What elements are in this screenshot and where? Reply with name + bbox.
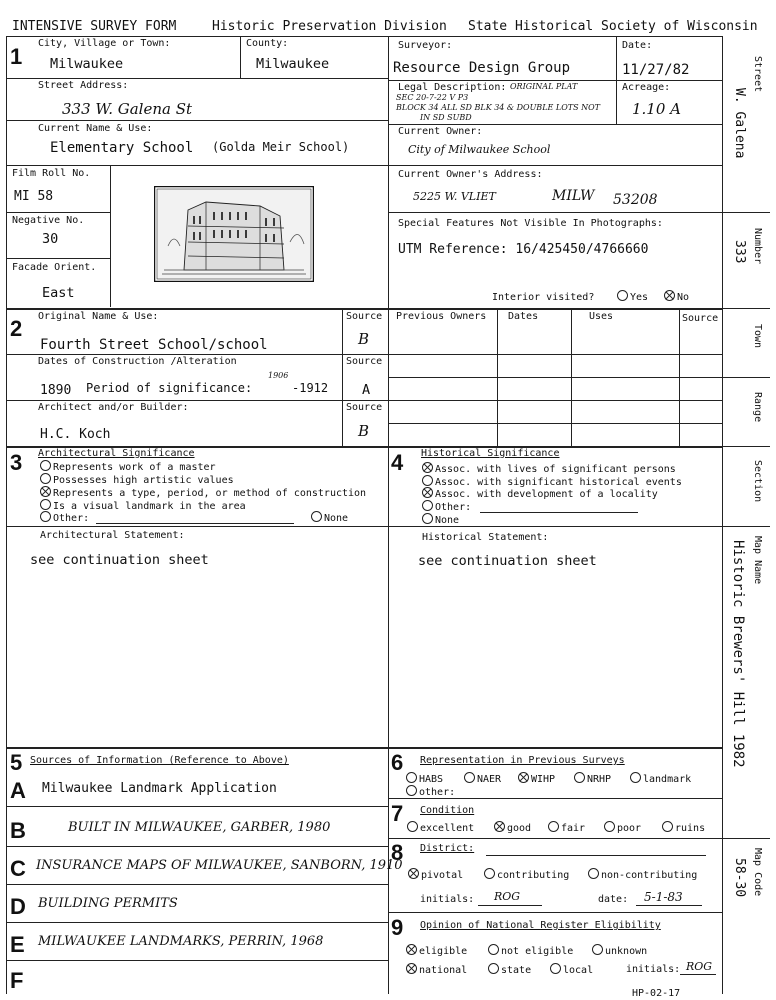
section-number-6: 6 xyxy=(391,750,404,775)
section-number-4: 4 xyxy=(391,450,404,475)
side-map-name-label: Map Name xyxy=(752,536,763,585)
condition-ruins[interactable]: ruins xyxy=(662,821,705,834)
eligibility-eligible[interactable]: eligible xyxy=(406,944,467,957)
surveyor-label: Surveyor: xyxy=(398,40,453,51)
checked-radio-icon xyxy=(406,944,417,955)
section-number-3: 3 xyxy=(10,450,23,475)
hist-option-persons[interactable]: Assoc. with lives of significant persons xyxy=(422,462,676,475)
source-letter-b: B xyxy=(10,818,26,843)
source-letter-a: A xyxy=(10,778,26,803)
film-label: Film Roll No. xyxy=(12,168,91,179)
source-letter-d: D xyxy=(10,894,26,919)
radio-icon xyxy=(40,473,51,484)
source-label-1: Source xyxy=(346,311,383,322)
interior-no-option[interactable]: No xyxy=(664,290,689,303)
current-name-extra: (Golda Meir School) xyxy=(212,140,350,154)
district-contributing[interactable]: contributing xyxy=(484,868,569,881)
society-title: State Historical Society of Wisconsin xyxy=(468,19,758,34)
survey-landmark[interactable]: landmark xyxy=(630,772,691,785)
radio-icon xyxy=(488,963,499,974)
survey-naer[interactable]: NAER xyxy=(464,772,501,785)
district-non-contributing[interactable]: non-contributing xyxy=(588,868,697,881)
side-section-label: Section xyxy=(752,460,763,503)
arch-option-other[interactable]: Other: xyxy=(40,511,89,524)
source-value-3: B xyxy=(358,422,370,440)
side-map-code-value: 58-30 xyxy=(732,858,747,898)
source-label-2: Source xyxy=(346,356,383,367)
side-map-name-value: Historic Brewers' Hill 1982 xyxy=(730,540,746,768)
side-town-label: Town xyxy=(752,324,763,349)
historical-statement-value: see continuation sheet xyxy=(418,553,597,569)
section-number-9: 9 xyxy=(391,915,404,940)
eligibility-unknown[interactable]: unknown xyxy=(592,944,647,957)
legal-line-3: BLOCK 34 ALL SD BLK 34 & DOUBLE LOTS NOT xyxy=(396,103,601,112)
level-local[interactable]: local xyxy=(550,963,593,976)
dates-construction-label: Dates of Construction /Alteration xyxy=(38,356,237,367)
eligibility-initials-value: ROG xyxy=(686,960,713,973)
city-label: City, Village or Town: xyxy=(38,38,171,49)
radio-icon xyxy=(548,821,559,832)
film-value: MI 58 xyxy=(14,189,54,204)
radio-icon xyxy=(311,511,322,522)
condition-good[interactable]: good xyxy=(494,821,531,834)
current-name-value: Elementary School xyxy=(50,140,194,156)
interior-yes-option[interactable]: Yes xyxy=(617,290,648,303)
radio-icon xyxy=(422,500,433,511)
arch-option-artistic[interactable]: Possesses high artistic values xyxy=(40,473,234,486)
owner-city: MILW xyxy=(552,188,595,204)
architect-value: H.C. Koch xyxy=(40,427,111,442)
hist-option-other[interactable]: Other: xyxy=(422,500,471,513)
side-number-label: Number xyxy=(752,228,763,265)
source-b: BUILT IN MILWAUKEE, GARBER, 1980 xyxy=(68,820,331,835)
section-number-5: 5 xyxy=(10,750,23,775)
hist-option-events[interactable]: Assoc. with significant historical events xyxy=(422,475,682,488)
section-number-7: 7 xyxy=(391,801,404,826)
survey-habs[interactable]: HABS xyxy=(406,772,443,785)
arch-option-none[interactable]: None xyxy=(311,511,348,524)
division-title: Historic Preservation Division xyxy=(212,19,447,34)
arch-option-landmark[interactable]: Is a visual landmark in the area xyxy=(40,499,246,512)
survey-nrhp[interactable]: NRHP xyxy=(574,772,611,785)
source-d: BUILDING PERMITS xyxy=(38,896,178,911)
condition-excellent[interactable]: excellent xyxy=(407,821,474,834)
legal-label: Legal Description: xyxy=(398,82,507,93)
radio-icon xyxy=(604,821,615,832)
radio-icon xyxy=(488,944,499,955)
district-initials-value: ROG xyxy=(494,890,521,903)
source-c: INSURANCE MAPS OF MILWAUKEE, SANBORN, 1910 xyxy=(36,858,403,873)
owner-address-value: 5225 W. VLIET xyxy=(413,190,496,203)
checked-radio-icon xyxy=(422,487,433,498)
current-name-label: Current Name & Use: xyxy=(38,123,153,134)
eligibility-title: Opinion of National Register Eligibility xyxy=(420,920,661,931)
survey-wihp[interactable]: WIHP xyxy=(518,772,555,785)
source-value-2: A xyxy=(362,382,371,398)
period-start: 1906 xyxy=(268,371,289,380)
date-value: 11/27/82 xyxy=(622,62,690,78)
checked-radio-icon xyxy=(40,486,51,497)
special-features-label: Special Features Not Visible In Photographs: xyxy=(398,218,663,229)
side-range-label: Range xyxy=(752,392,763,423)
owner-value: City of Milwaukee School xyxy=(408,143,551,156)
historical-significance-title: Historical Significance xyxy=(421,448,560,459)
surveyor-value: Resource Design Group xyxy=(393,60,571,76)
radio-icon xyxy=(617,290,628,301)
section-number-8: 8 xyxy=(391,840,404,865)
eligibility-not-eligible[interactable]: not eligible xyxy=(488,944,573,957)
radio-icon xyxy=(40,499,51,510)
arch-option-master[interactable]: Represents work of a master xyxy=(40,460,216,473)
radio-icon xyxy=(422,513,433,524)
radio-icon xyxy=(422,475,433,486)
period-end: -1912 xyxy=(292,381,329,395)
radio-icon xyxy=(574,772,585,783)
date-label: Date: xyxy=(622,40,653,51)
side-number-value: 333 xyxy=(732,240,747,264)
acreage-label: Acreage: xyxy=(622,82,671,93)
condition-fair[interactable]: fair xyxy=(548,821,585,834)
level-national[interactable]: national xyxy=(406,963,467,976)
original-name-label: Original Name & Use: xyxy=(38,311,159,322)
section-number-1: 1 xyxy=(10,44,23,69)
source-header: Source xyxy=(682,313,719,324)
architectural-significance-title: Architectural Significance xyxy=(38,448,195,459)
source-letter-e: E xyxy=(10,932,25,957)
hist-option-none[interactable]: None xyxy=(422,513,459,526)
previous-surveys-title: Representation in Previous Surveys xyxy=(420,755,625,766)
radio-icon xyxy=(484,868,495,879)
condition-title: Condition xyxy=(420,805,475,816)
legal-line-1: ORIGINAL PLAT xyxy=(510,82,578,91)
legal-line-2: SEC 20-7-22 V P3 xyxy=(396,93,469,102)
hist-option-locality[interactable]: Assoc. with development of a locality xyxy=(422,487,658,500)
survey-other[interactable]: other: xyxy=(406,785,455,798)
side-street-value: W. Galena xyxy=(732,88,747,159)
legal-line-4: IN SD SUBD xyxy=(420,113,472,122)
radio-icon xyxy=(40,460,51,471)
county-label: County: xyxy=(246,38,289,49)
checked-radio-icon xyxy=(494,821,505,832)
construction-year: 1890 xyxy=(40,383,72,398)
architectural-statement-value: see continuation sheet xyxy=(30,552,209,568)
radio-icon xyxy=(630,772,641,783)
checked-radio-icon xyxy=(408,868,419,879)
radio-icon xyxy=(406,772,417,783)
interior-visited-label: Interior visited? xyxy=(492,292,595,303)
radio-icon xyxy=(406,785,417,796)
radio-icon xyxy=(588,868,599,879)
utm-reference: UTM Reference: 16/425450/4766660 xyxy=(398,242,649,257)
radio-icon xyxy=(407,821,418,832)
owner-zip: 53208 xyxy=(613,192,658,208)
district-initials-label: initials: xyxy=(420,894,475,905)
acreage-value: 1.10 A xyxy=(632,100,681,118)
city-value: Milwaukee xyxy=(50,56,124,72)
building-photo xyxy=(154,186,314,282)
owner-address-label: Current Owner's Address: xyxy=(398,169,543,180)
county-value: Milwaukee xyxy=(256,56,330,72)
form-title: INTENSIVE SURVEY FORM xyxy=(12,19,177,34)
side-map-code-label: Map Code xyxy=(752,848,763,897)
source-letter-f: F xyxy=(10,968,24,993)
period-label: Period of significance: xyxy=(86,381,253,395)
side-street-label: Street xyxy=(752,56,763,93)
historical-statement-label: Historical Statement: xyxy=(422,532,549,543)
district-title: District: xyxy=(420,843,475,854)
checked-radio-icon xyxy=(406,963,417,974)
district-date-value: 5-1-83 xyxy=(644,890,683,904)
radio-icon xyxy=(662,821,673,832)
checked-radio-icon xyxy=(422,462,433,473)
level-state[interactable]: state xyxy=(488,963,531,976)
section-number-2: 2 xyxy=(10,316,23,341)
owner-label: Current Owner: xyxy=(398,126,483,137)
uses-header: Uses xyxy=(589,311,614,322)
source-label-3: Source xyxy=(346,402,383,413)
checked-radio-icon xyxy=(664,290,675,301)
eligibility-initials-label: initials: xyxy=(626,964,681,975)
radio-icon xyxy=(40,511,51,522)
district-date-label: date: xyxy=(598,894,629,905)
previous-owners-header: Previous Owners xyxy=(396,311,487,322)
negative-value: 30 xyxy=(42,231,59,247)
street-label: Street Address: xyxy=(38,80,129,91)
form-code: HP-02-17 xyxy=(632,988,681,999)
dates-header: Dates xyxy=(508,311,539,322)
checked-radio-icon xyxy=(518,772,529,783)
arch-option-type[interactable]: Represents a type, period, or method of construction xyxy=(40,486,366,499)
condition-poor[interactable]: poor xyxy=(604,821,641,834)
facade-value: East xyxy=(42,285,75,301)
original-name-value: Fourth Street School/school xyxy=(40,337,268,353)
source-value-1: B xyxy=(358,330,370,348)
architectural-statement-label: Architectural Statement: xyxy=(40,530,185,541)
source-a: Milwaukee Landmark Application xyxy=(42,781,277,796)
radio-icon xyxy=(550,963,561,974)
street-value: 333 W. Galena St xyxy=(62,100,193,118)
negative-label: Negative No. xyxy=(12,215,85,226)
source-letter-c: C xyxy=(10,856,26,881)
radio-icon xyxy=(464,772,475,783)
source-e: MILWAUKEE LANDMARKS, PERRIN, 1968 xyxy=(38,934,324,949)
facade-label: Facade Orient. xyxy=(12,262,97,273)
radio-icon xyxy=(592,944,603,955)
sources-title: Sources of Information (Reference to Above) xyxy=(30,755,289,766)
architect-label: Architect and/or Builder: xyxy=(38,402,189,413)
district-pivotal[interactable]: pivotal xyxy=(408,868,463,881)
